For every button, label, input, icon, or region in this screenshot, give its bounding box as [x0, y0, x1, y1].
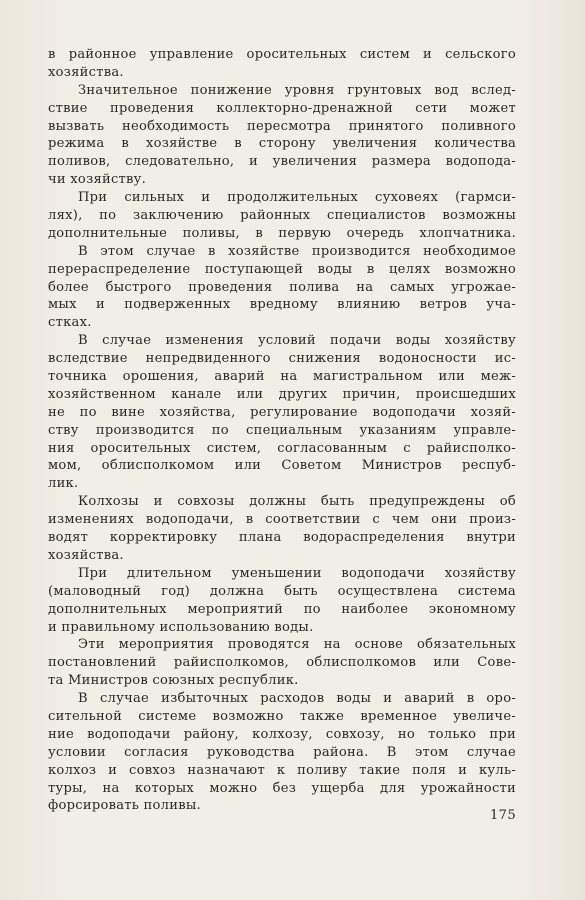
text-line: колхоз и совхоз назначают к поливу такие поля и куль-	[48, 762, 516, 778]
text-line: форсировать поливы.	[48, 798, 201, 814]
text-line: точника орошения, аварий на магистральном или меж-	[48, 369, 516, 385]
text-line: режима в хозяйстве в сторону увеличения количества	[48, 136, 516, 152]
text-line: хозяйственном канале или других причин, происшедших	[48, 386, 516, 402]
text-line: туры, на которых можно без ущерба для урожайности	[48, 780, 516, 796]
body-text	[48, 46, 516, 815]
text-line: В этом случае в хозяйстве производится необходимое	[78, 243, 516, 259]
text-line: в районное управление оросительных систем и сельского	[48, 47, 516, 62]
text-line: Эти мероприятия проводятся на основе обязательных	[78, 637, 516, 653]
text-line: постановлений райисполкомов, облисполкомов или Сове-	[48, 655, 516, 671]
text-line: более быстрого проведения полива на самых угрожае-	[48, 279, 516, 295]
text-line: вызвать необходимость пересмотра принятого поливного	[48, 118, 516, 134]
text-line: В случае изменения условий подачи воды хозяйству	[78, 333, 516, 349]
text-line: сительной системе возможно также временное увеличе-	[48, 708, 516, 724]
text-line: лик.	[48, 476, 79, 492]
text-line: хозяйства.	[48, 64, 124, 80]
text-line: та Министров союзных республик.	[48, 673, 299, 689]
text-line: мом, облисполкомом или Советом Министров респуб-	[48, 458, 516, 474]
text-line: перераспределение поступающей воды в целях возможно	[48, 261, 516, 277]
text-line: поливов, следовательно, и увеличения размера водопода-	[48, 154, 516, 170]
text-line: ству производится по специальным указаниям управле-	[48, 422, 516, 438]
text-line: При длительном уменьшении водоподачи хозяйству	[78, 565, 516, 581]
text-line: В случае избыточных расходов воды и аварий в оро-	[78, 691, 516, 707]
text-line: не по вине хозяйства, регулирование водоподачи хозяй-	[48, 404, 516, 420]
text-line: дополнительных мероприятий по наиболее экономному	[48, 601, 516, 617]
text-line: лях), по заключению районных специалистов возможны	[48, 208, 516, 224]
text-line: изменениях водоподачи, в соответствии с чем они произ-	[48, 512, 516, 528]
text-line: водят корректировку плана водораспределения внутри	[48, 530, 516, 546]
text-line: вследствие непредвиденного снижения водоносности ис-	[48, 351, 516, 367]
text-line: (маловодный год) должна быть осуществлена система	[48, 583, 516, 599]
text-line: чи хозяйству.	[48, 172, 147, 188]
text-line: стках.	[48, 315, 92, 331]
text-line: условии согласия руководства района. В этом случае	[48, 744, 516, 760]
text-line: и правильному использованию воды.	[48, 619, 314, 635]
text-line: хозяйства.	[48, 547, 124, 563]
text-line: При сильных и продолжительных суховеях (гармси-	[78, 190, 516, 206]
text-line: мых и подверженных вредному влиянию ветров уча-	[48, 297, 516, 313]
text-line: Колхозы и совхозы должны быть предупреждены об	[78, 494, 516, 510]
text-line: ние водоподачи району, колхозу, совхозу, но только при	[48, 726, 516, 742]
text-line: ния оросительных систем, согласованным с райисполко-	[48, 440, 516, 456]
page-number: 175	[490, 808, 517, 823]
text-line: Значительное понижение уровня грунтовых вод вслед-	[78, 82, 516, 98]
text-line: дополнительные поливы, в первую очередь хлопчатника.	[48, 225, 516, 241]
text-line: ствие проведения коллекторно-дренажной сети может	[48, 100, 516, 116]
